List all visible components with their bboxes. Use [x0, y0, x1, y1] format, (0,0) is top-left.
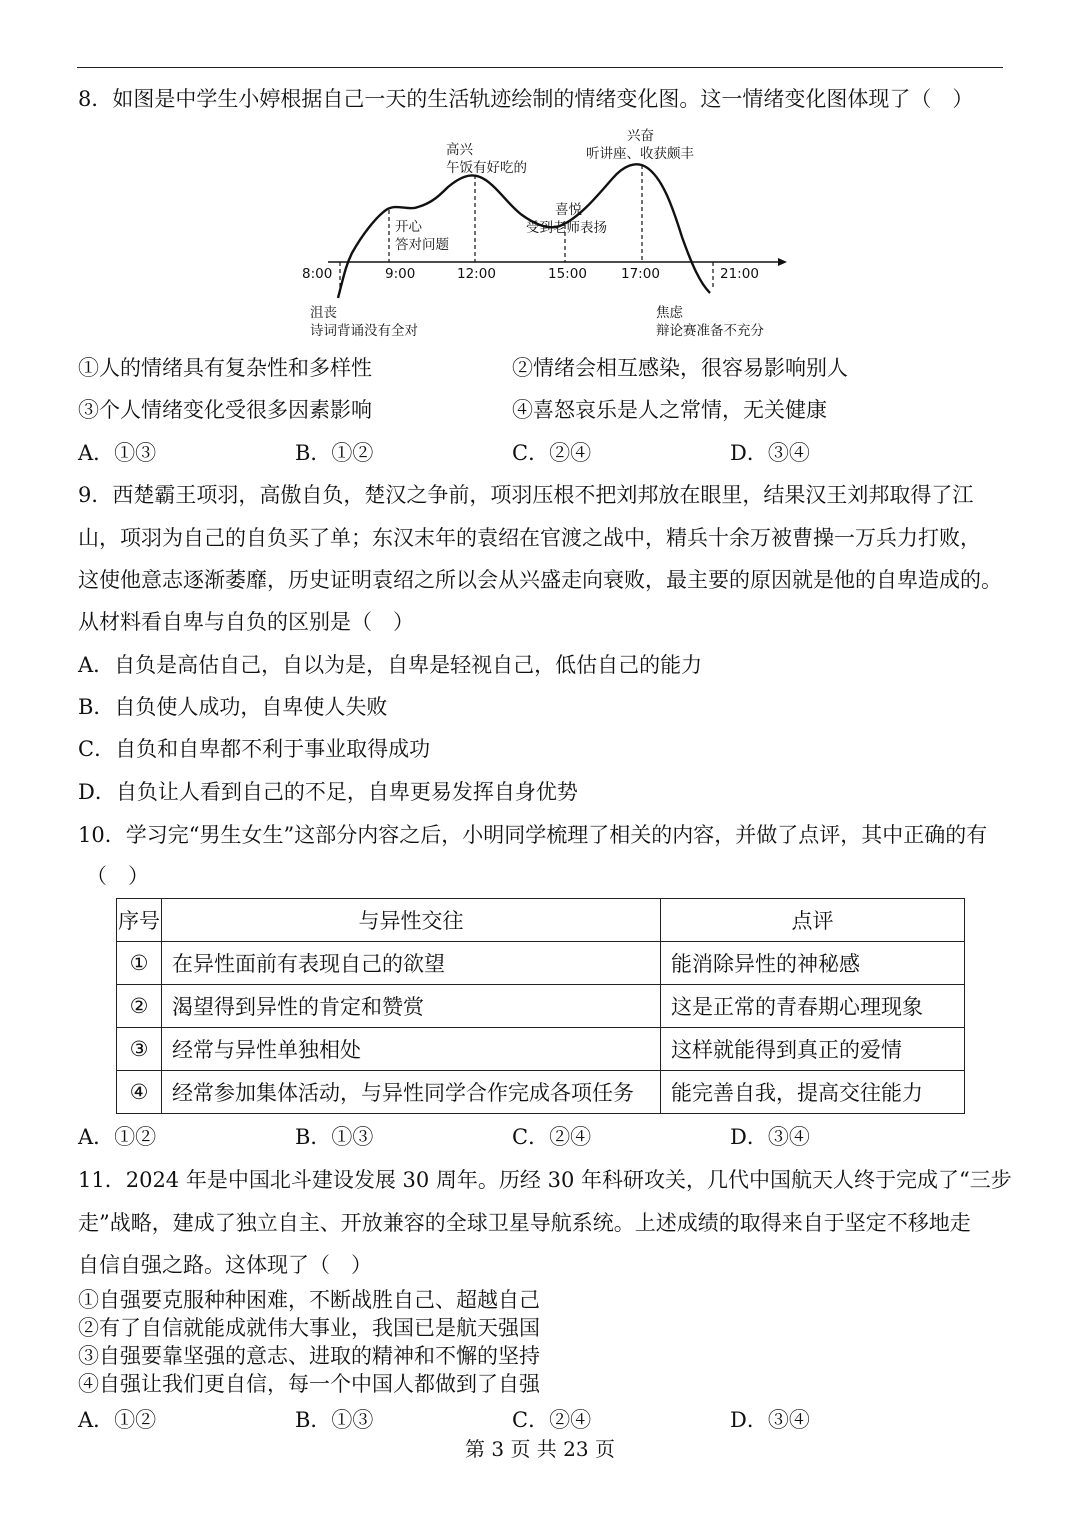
- q8-statement-1: ①人的情绪具有复杂性和多样性: [78, 356, 372, 380]
- tick-21: 21:00: [720, 266, 759, 282]
- q8-option-c[interactable]: C．②④: [512, 441, 592, 465]
- q9-option-b[interactable]: B．自负使人成功，自卑使人失败: [78, 695, 388, 719]
- row-index: ④: [117, 1071, 162, 1114]
- row-comment: 能完善自我，提高交往能力: [661, 1071, 965, 1114]
- q11-option-c[interactable]: C．②④: [512, 1408, 592, 1432]
- mood-jusang: 沮丧: [310, 305, 337, 321]
- mood-xingfen: 兴奋: [627, 128, 654, 144]
- axis-arrow-icon: [778, 258, 787, 266]
- q11-line-2: 走”战略，建成了独立自主、开放兼容的全球卫星导航系统。上述成绩的取得来自于坚定不移地走: [78, 1211, 971, 1235]
- header-interaction: 与异性交往: [162, 899, 661, 942]
- tick-15: 15:00: [548, 266, 587, 282]
- q9-line-1: 9．西楚霸王项羽，高傲自负，楚汉之争前，项羽压根不把刘邦放在眼里，结果汉王刘邦取得了江: [78, 483, 974, 507]
- q11-option-b[interactable]: B．①③: [295, 1408, 374, 1432]
- row-comment: 能消除异性的神秘感: [661, 942, 965, 985]
- header-comment: 点评: [661, 899, 965, 942]
- cause-jiaolv: 辩论赛准备不充分: [656, 323, 764, 339]
- page-number: 第 3 页 共 23 页: [465, 1437, 615, 1461]
- q9-option-a[interactable]: A．自负是高估自己，自以为是，自卑是轻视自己，低估自己的能力: [78, 653, 703, 677]
- table-row: [117, 1028, 965, 1071]
- q10-option-d[interactable]: D．③④: [730, 1125, 810, 1149]
- q10-table: [116, 898, 965, 1114]
- q11-statement-4: ④自强让我们更自信，每一个中国人都做到了自强: [78, 1372, 540, 1396]
- q9-option-c[interactable]: C．自负和自卑都不利于事业取得成功: [78, 737, 431, 761]
- mood-kaixin: 开心: [395, 219, 422, 235]
- q10-option-a[interactable]: A．①②: [78, 1125, 157, 1149]
- q11-statement-3: ③自强要靠坚强的意志、进取的精神和不懈的坚持: [78, 1344, 540, 1368]
- tick-8: 8:00: [302, 266, 333, 282]
- tick-12: 12:00: [457, 266, 496, 282]
- q8-option-b[interactable]: B．①②: [295, 441, 374, 465]
- tick-9: 9:00: [385, 266, 416, 282]
- mood-gaoxing: 高兴: [446, 142, 473, 158]
- row-interaction: 渴望得到异性的肯定和赞赏: [162, 985, 661, 1028]
- q10-line-2: （ ）: [86, 864, 149, 888]
- q8-stem: 8．如图是中学生小婷根据自己一天的生活轨迹绘制的情绪变化图。这一情绪变化图体现了（ ）: [78, 87, 974, 111]
- table-row: [117, 942, 965, 985]
- q11-option-d[interactable]: D．③④: [730, 1408, 810, 1432]
- q8-option-d[interactable]: D．③④: [730, 441, 810, 465]
- header-index: 序号: [117, 899, 162, 942]
- q8-statement-4: ④喜怒哀乐是人之常情，无关健康: [512, 398, 827, 422]
- q8-statement-3: ③个人情绪变化受很多因素影响: [78, 398, 372, 422]
- emotion-chart: [290, 125, 790, 345]
- table-row: [117, 1071, 965, 1114]
- row-index: ①: [117, 942, 162, 985]
- cause-jusang: 诗词背诵没有全对: [310, 323, 418, 339]
- cause-gaoxing: 午饭有好吃的: [446, 160, 527, 176]
- q11-line-1: 11．2024 年是中国北斗建设发展 30 周年。历经 30 年科研攻关，几代中国航天人终于完成了“三步: [78, 1168, 1012, 1192]
- q8-option-a[interactable]: A．①③: [78, 441, 157, 465]
- row-comment: 这样就能得到真正的爱情: [661, 1028, 965, 1071]
- row-interaction: 在异性面前有表现自己的欲望: [162, 942, 661, 985]
- row-comment: 这是正常的青春期心理现象: [661, 985, 965, 1028]
- q9-option-d[interactable]: D．自负让人看到自己的不足，自卑更易发挥自身优势: [78, 780, 578, 804]
- row-interaction: 经常与异性单独相处: [162, 1028, 661, 1071]
- q10-option-c[interactable]: C．②④: [512, 1125, 592, 1149]
- q11-statement-2: ②有了自信就能成就伟大事业，我国已是航天强国: [78, 1316, 540, 1340]
- q11-line-3: 自信自强之路。这体现了（ ）: [78, 1253, 372, 1277]
- mood-jiaolv: 焦虑: [656, 305, 683, 321]
- q9-line-2: 山，项羽为自己的自负买了单；东汉末年的袁绍在官渡之战中，精兵十余万被曹操一万兵力打败，: [78, 526, 981, 550]
- table-header-row: [117, 899, 965, 942]
- cause-xiyue: 受到老师表扬: [526, 220, 607, 236]
- mood-xiyue: 喜悦: [555, 202, 582, 218]
- row-index: ③: [117, 1028, 162, 1071]
- row-index: ②: [117, 985, 162, 1028]
- q9-line-4: 从材料看自卑与自负的区别是（ ）: [78, 610, 414, 634]
- cause-xingfen: 听讲座、收获颇丰: [586, 146, 694, 162]
- q8-statement-2: ②情绪会相互感染，很容易影响别人: [512, 356, 848, 380]
- tick-17: 17:00: [621, 266, 660, 282]
- cause-kaixin: 答对问题: [395, 237, 449, 253]
- q9-line-3: 这使他意志逐渐萎靡，历史证明袁绍之所以会从兴盛走向衰败，最主要的原因就是他的自卑造成的。: [78, 568, 1002, 592]
- q11-option-a[interactable]: A．①②: [78, 1408, 157, 1432]
- header-rule: [77, 67, 1003, 68]
- q11-statement-1: ①自强要克服种种困难，不断战胜自己、超越自己: [78, 1288, 540, 1312]
- row-interaction: 经常参加集体活动，与异性同学合作完成各项任务: [162, 1071, 661, 1114]
- q10-option-b[interactable]: B．①③: [295, 1125, 374, 1149]
- q10-line-1: 10．学习完“男生女生”这部分内容之后，小明同学梳理了相关的内容，并做了点评，其中正确的有: [78, 823, 988, 847]
- table-row: [117, 985, 965, 1028]
